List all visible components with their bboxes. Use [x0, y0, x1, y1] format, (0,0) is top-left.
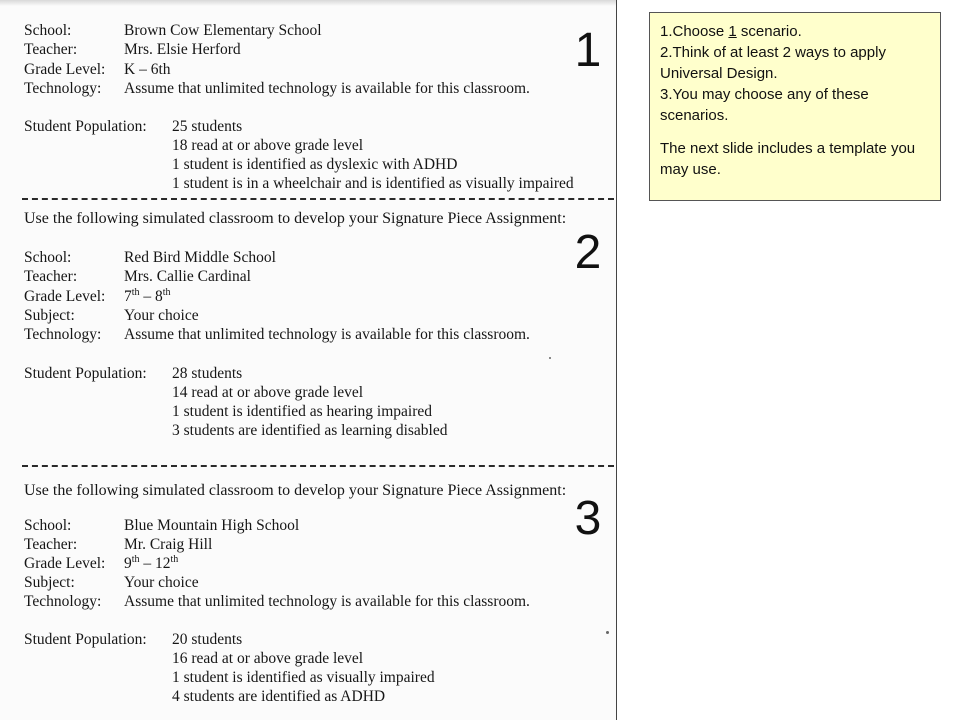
field-value: Brown Cow Elementary School — [124, 22, 322, 39]
population-item: 1 student is identified as dyslexic with ADHD — [172, 156, 458, 173]
population-item: 4 students are identified as ADHD — [172, 688, 386, 705]
population-item: 20 students — [172, 631, 243, 648]
field-label: Grade Level: — [24, 555, 106, 572]
scan-speck — [606, 631, 609, 634]
scenario-number-1: 1 — [574, 24, 602, 77]
population-item: 1 student is identified as hearing impaired — [172, 403, 432, 420]
scan-speck — [549, 357, 551, 359]
instruction-line-2: 2.Think of at least 2 ways to apply Universal Design. — [660, 44, 886, 82]
scenario3-heading: Use the following simulated classroom to develop your Signature Piece Assignment: — [24, 482, 567, 499]
population-label: Student Population: — [24, 365, 147, 382]
population-item: 25 students — [172, 118, 243, 135]
dashed-divider — [22, 198, 614, 200]
field-value: Blue Mountain High School — [124, 517, 300, 534]
population-label: Student Population: — [24, 118, 147, 135]
field-label: Subject: — [24, 307, 75, 324]
field-value: Your choice — [124, 307, 199, 324]
population-label: Student Population: — [24, 631, 147, 648]
population-item: 28 students — [172, 365, 243, 382]
field-value: Assume that unlimited technology is available for this classroom. — [124, 80, 530, 97]
field-label: Teacher: — [24, 268, 78, 285]
population-item: 18 read at or above grade level — [172, 137, 364, 154]
field-value: Assume that unlimited technology is available for this classroom. — [124, 326, 530, 343]
instruction-line-3: 3.You may choose any of these scenarios. — [660, 86, 869, 124]
field-label: Technology: — [24, 593, 102, 610]
field-value: K – 6th — [124, 61, 171, 78]
field-value: Your choice — [124, 574, 199, 591]
field-value: 7th – 8th — [124, 286, 171, 305]
field-label: Grade Level: — [24, 61, 106, 78]
scenario2-heading: Use the following simulated classroom to develop your Signature Piece Assignment: — [24, 210, 567, 227]
emphasis-number: 1 — [728, 23, 737, 40]
field-label: Technology: — [24, 80, 102, 97]
field-label: Teacher: — [24, 536, 78, 553]
field-value: Mr. Craig Hill — [124, 536, 213, 553]
field-label: Teacher: — [24, 41, 78, 58]
field-label: Subject: — [24, 574, 75, 591]
population-item: 16 read at or above grade level — [172, 650, 364, 667]
population-item: 1 student is identified as visually impaired — [172, 669, 435, 686]
field-value: Red Bird Middle School — [124, 249, 276, 266]
field-value: Assume that unlimited technology is available for this classroom. — [124, 593, 530, 610]
scan-edge-shadow — [0, 0, 616, 6]
instructions-note — [649, 12, 941, 201]
population-item: 3 students are identified as learning disabled — [172, 422, 448, 439]
field-label: School: — [24, 517, 72, 534]
population-item: 1 student is in a wheelchair and is identified as visually impaired — [172, 175, 574, 192]
field-label: School: — [24, 22, 72, 39]
field-label: Technology: — [24, 326, 102, 343]
scenario-number-3: 3 — [574, 492, 602, 545]
field-value: Mrs. Callie Cardinal — [124, 268, 251, 285]
field-value: Mrs. Elsie Herford — [124, 41, 241, 58]
field-label: Grade Level: — [24, 288, 106, 305]
instruction-line-4: The next slide includes a template you may use. — [660, 140, 916, 178]
field-value: 9th – 12th — [124, 553, 179, 572]
instruction-line-1: 1.Choose 1 scenario. — [660, 23, 802, 40]
population-item: 14 read at or above grade level — [172, 384, 364, 401]
field-label: School: — [24, 249, 72, 266]
dashed-divider — [22, 465, 614, 467]
scenario-number-2: 2 — [574, 226, 602, 279]
